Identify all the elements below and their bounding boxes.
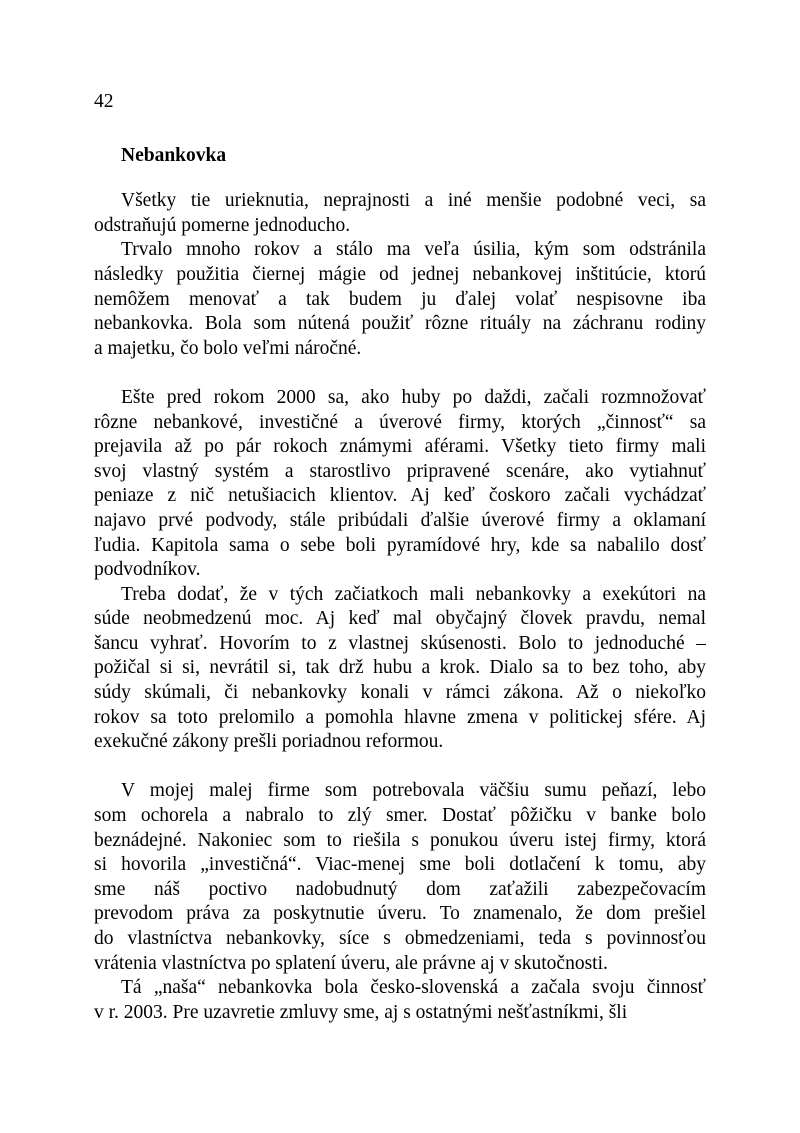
text-line: súde neobmedzenú moc. Aj keď mal obyčajný človek pravdu, nemal [94,608,706,630]
text-line: Tá „naša“ nebankovka bola česko-slovenská a začala svoju činnosť [121,977,706,999]
paragraph [94,976,706,1025]
text-line: požičal si si, nevrátil si, tak drž hubu a krok. Dialo sa to bez toho, aby [94,657,706,679]
text-line: rokov sa toto prelomilo a pomohla hlavne zmena v politickej sfére. Aj [94,706,706,728]
text-line: sme náš poctivo nadobudnutý dom zaťažili zabezpečovacím [94,878,706,900]
text-line: následky použitia čiernej mágie od jednej nebankovej inštitúcie, ktorú [94,263,706,285]
text-line: odstraňujú pomerne jednoducho. [94,214,351,236]
text-line: súdy skúmali, či nebankovky konali v rámci zákona. Až o niekoľko [94,682,706,704]
page-number: 42 [94,91,114,112]
text-line: nebankovka. Bola som nútená použiť rôzne rituály na záchranu rodiny [94,313,706,335]
paragraph [94,238,706,361]
paragraph [94,779,706,976]
paragraph [94,386,706,583]
text-line: Všetky tie urieknutia, neprajnosti a iné menšie podobné veci, sa [121,190,706,212]
chapter-heading: Nebankovka [121,144,227,166]
text-line: a majetku, čo bolo veľmi náročné. [94,337,362,359]
text-line: nemôžem menovať a tak budem ju ďalej volať nespisovne iba [94,288,706,310]
text-line: V mojej malej firme som potrebovala väčšiu sumu peňazí, lebo [121,780,706,802]
text-line: najavo prvé podvody, stále pribúdali ďalšie úverové firmy a oklamaní [94,509,706,531]
text-line: prejavila až po pár rokoch známymi aférami. Všetky tieto firmy mali [94,436,706,458]
text-line: Trvalo mnoho rokov a stálo ma veľa úsilia, kým som odstránila [121,239,706,261]
paragraph [94,189,706,238]
text-line: prevodom práva za poskytnutie úveru. To znamenalo, že dom prešiel [94,903,706,925]
text-line: svoj vlastný systém a starostlivo pripravené scenáre, ako vytiahnuť [94,460,706,482]
text-line: exekučné zákony prešli poriadnou reformou. [94,731,444,753]
text-line: vrátenia vlastníctva po splatení úveru, ale právne aj v skutočnosti. [94,952,608,974]
text-line: beznádejné. Nakoniec som to riešila s ponukou úveru istej firmy, ktorá [94,829,706,851]
text-line: podvodníkov. [94,559,201,581]
text-line: šancu vyhrať. Hovorím to z vlastnej skúsenosti. Bolo to jednoduché – [94,632,706,654]
text-line: do vlastníctva nebankovky, síce s obmedzeniami, teda s povinnosťou [94,928,706,949]
text-line: si hovorila „investičná“. Viac-menej sme boli dotlačení k tomu, aby [94,854,706,876]
text-line: som ochorela a nabralo to zlý smer. Dostať pôžičku v banke bolo [94,805,706,827]
text-line: Treba dodať, že v tých začiatkoch mali nebankovky a exekútori na [121,583,706,605]
paragraph [94,583,706,755]
text-line: peniaze z nič netušiacich klientov. Aj keď čoskoro začali vychádzať [94,485,706,507]
text-line: ľudia. Kapitola sama o sebe boli pyramídové hry, kde sa nabalilo dosť [94,534,706,556]
body-text [94,189,706,1025]
text-line: Ešte pred rokom 2000 sa, ako huby po daždi, začali rozmnožovať [121,386,706,408]
text-line: rôzne nebankové, investičné a úverové firmy, ktorých „činnosť“ sa [94,411,706,433]
text-line: v r. 2003. Pre uzavretie zmluvy sme, aj s ostatnými nešťastníkmi, šli [94,1001,628,1023]
